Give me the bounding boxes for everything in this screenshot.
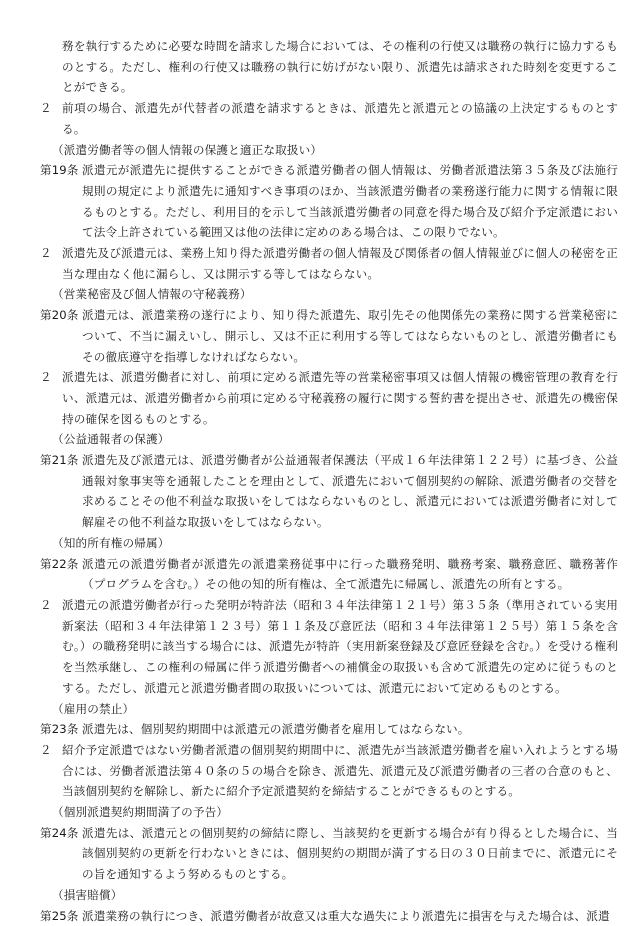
paragraph-item-2 <box>40 595 618 699</box>
paragraph-text: 派遣先及び派遣元は、業務上知り得た派遣労働者の個人情報及び関係者の個人情報並びに個人の秘密を正当な理由なく他に漏らし、又は開示する等してはならない。 <box>62 246 618 281</box>
paragraph-item-2 <box>40 740 618 802</box>
paragraph-number: ２ <box>40 597 52 612</box>
paragraph-number: ２ <box>40 742 52 757</box>
article-text: 派遣元が派遣先に提供することができる派遣労働者の個人情報は、労働者派遣法第３５条及び法施行規則の規定により派遣先に通知すべき事項のほか、当該派遣労働者の業務遂行能力に関する情報に限るものとする。ただし、利用目的を示して当該派遣労働者の同意を得た場合及び紹介予定派遣において法令上許されている範囲又は他の法律に定めのある場合は、この限りでない。 <box>82 163 618 240</box>
article-text: 派遣元の派遣労働者が派遣先の派遣業務従事中に行った職務発明、職務考案、職務意匠、職務著作（プログラムを含む。）その他の知的所有権は、全て派遣先に帰属し、派遣先の所有とする。 <box>82 556 618 592</box>
article-23 <box>40 719 618 740</box>
article-heading: （損害賠償） <box>52 887 123 902</box>
paragraph-text: 務を執行するために必要な時間を請求した場合においては、その権利の行使又は職務の執行に協力するものとする。ただし、権利の行使又は職務の執行に妨げがない限り、派遣先は請求された時刻を変更することができる。 <box>62 39 618 95</box>
article-heading: （派遣労働者等の個人情報の保護と適正な取扱い） <box>52 142 323 157</box>
article-text: 派遣先は、派遣元との個別契約の締結に際し、当該契約を更新する場合が有り得るとした場合に、当該個別契約の更新を行わないときには、個別契約の期間が満了する日の３０日前までに、派遣元にその旨を通知するよう努めるものとする。 <box>82 825 618 882</box>
paragraph-text: 紹介予定派遣ではない労働者派遣の個別契約期間中に、派遣先が当該派遣労働者を雇い入れようとする場合には、労働者派遣法第４０条の５の場合を除き、派遣先、派遣元及び派遣労働者の三者の合意のもと、当該個別契約を解除し、新たに紹介予定派遣契約を締結することができるものとする。 <box>62 742 618 799</box>
article-24 <box>40 823 618 885</box>
article-heading: （知的所有権の帰属） <box>52 535 170 550</box>
paragraph-number: ２ <box>40 246 52 261</box>
document-body <box>40 36 618 926</box>
paragraph-item-2 <box>40 367 618 429</box>
article-heading: （公益通報者の保護） <box>52 432 170 447</box>
paragraph-text: 前項の場合、派遣先が代替者の派遣を請求するときは、派遣先と派遣元との協議の上決定するものとする。 <box>62 101 618 136</box>
paragraph-item-2 <box>40 98 618 139</box>
article-text: 派遣業務の執行につき、派遣労働者が故意又は重大な過失により派遣先に損害を与えた場合は、派遣 <box>82 908 610 923</box>
article-19 <box>40 160 618 243</box>
paragraph-text: 派遣先は、派遣労働者に対し、前項に定める派遣先等の営業秘密事項又は個人情報の機密管理の教育を行い、派遣元は、派遣労働者から前項に定める守秘義務の履行に関する誓約書を提出させ、派遣先の機密保持の確保を図るものとする。 <box>62 370 618 426</box>
article-25 <box>40 906 618 926</box>
paragraph-number: ２ <box>40 370 52 385</box>
article-heading: （雇用の禁止） <box>52 701 135 716</box>
article-number: 第23条 <box>40 722 79 737</box>
article-21 <box>40 450 618 533</box>
paragraph-text: 派遣元の派遣労働者が行った発明が特許法（昭和３４年法律第１２１号）第３５条（準用されている実用新案法（昭和３４年法律第１２３号）第１１条及び意匠法（昭和３４年法律第１２５号）第１５条を含む。）の職務発明に該当する場合には、派遣先が特許（実用新案登録及び意匠登録を含む。）を受ける権利を当然承継し、この権利の帰属に伴う派遣労働者への補償金の取扱いも含めて派遣先の定めに従うものとする。ただし、派遣元と派遣労働者間の取扱いについては、派遣元において定めるものとする。 <box>62 597 618 695</box>
paragraph-continued <box>40 36 618 98</box>
paragraph-number: ２ <box>40 101 52 116</box>
article-22 <box>40 554 618 595</box>
article-number: 第25条 <box>40 908 79 923</box>
article-heading: （個別派遣契約期間満了の予告） <box>52 805 229 820</box>
article-heading: （営業秘密及び個人情報の守秘義務） <box>52 287 252 302</box>
paragraph-item-2 <box>40 243 618 284</box>
article-number: 第20条 <box>40 308 79 323</box>
article-text: 派遣先は、個別契約期間中は派遣元の派遣労働者を雇用してはならない。 <box>82 722 470 737</box>
article-20 <box>40 305 618 367</box>
article-number: 第21条 <box>40 453 79 468</box>
article-text: 派遣元は、派遣業務の遂行により、知り得た派遣先、取引先その他関係先の業務に関する営業秘密について、不当に漏えいし、開示し、又は不正に利用する等してはならないものとし、派遣労働者にもその徹底遵守を指導しなければならない。 <box>82 308 618 364</box>
article-number: 第22条 <box>40 556 79 571</box>
article-text: 派遣先及び派遣元は、派遣労働者が公益通報者保護法（平成１６年法律第１２２号）に基づき、公益通報対象事実等を通報したことを理由として、派遣先において個別契約の解除、派遣労働者の交替を求めることその他不利益な取扱いをしてはならないものとし、派遣元においては派遣労働者に対して解雇その他不利益な取扱いをしてはならない。 <box>82 453 618 530</box>
article-number: 第24条 <box>40 825 79 840</box>
article-number: 第19条 <box>40 163 79 178</box>
